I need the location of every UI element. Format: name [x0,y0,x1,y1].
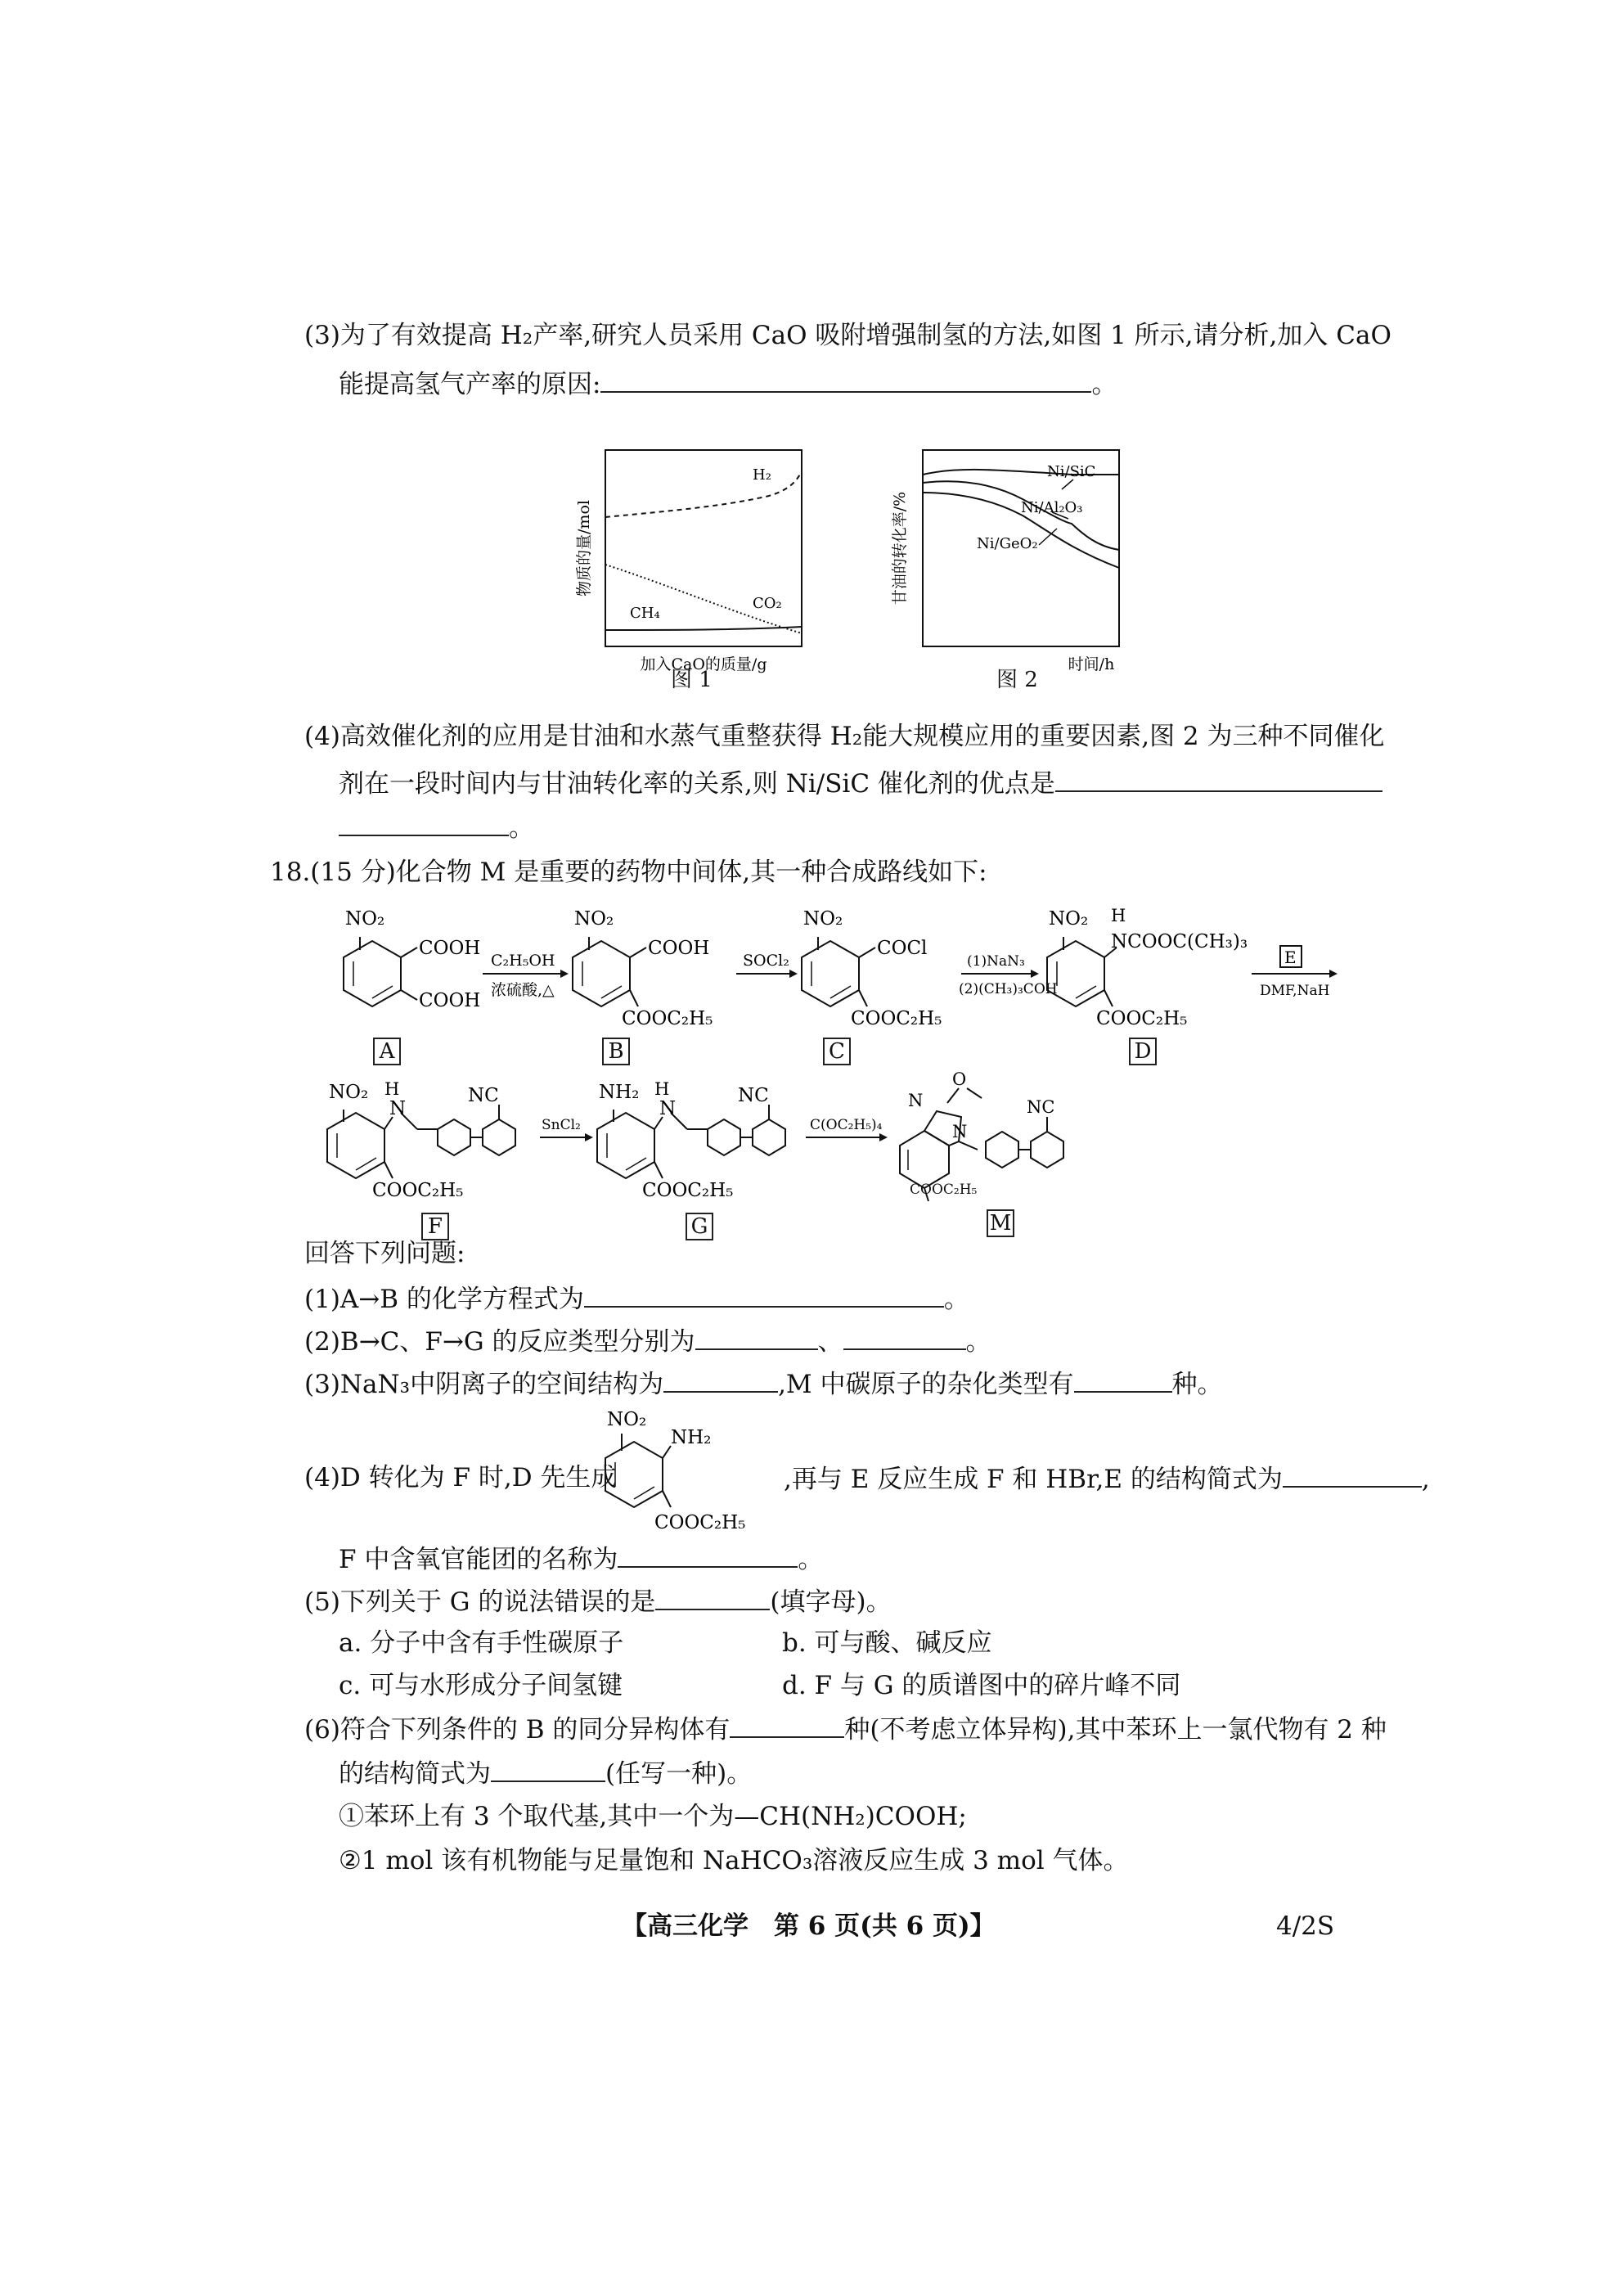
p4-text-b: ,再与 E 反应生成 F 和 HBr,E 的结构简式为 [784,1465,1283,1494]
option-d: d. F 与 G 的质谱图中的碎片峰不同 [782,1671,1181,1700]
q18-stem: 18.(15 分)化合物 M 是重要的药物中间体,其一种合成路线如下: [270,858,987,887]
compound-label-c: C [823,1038,851,1065]
ab-reagent-top: C₂H₅OH [491,952,555,970]
condition-1: ①苯环上有 3 个取代基,其中一个为—CH(NH₂)COOH; [339,1802,967,1831]
p4-c-end: 。 [798,1545,824,1574]
p5-blank[interactable] [655,1584,770,1610]
p4-nh2: NH₂ [671,1427,712,1448]
footer-code: 4/2S [1276,1911,1335,1941]
p5-text: (5)下列关于 G 的说法错误的是 [304,1587,656,1617]
fig1-ch4-label: CH₄ [630,605,660,622]
figure-1 [556,434,818,696]
option-b: b. 可与酸、碱反应 [782,1628,992,1658]
cd-reagent-bottom: (2)(CH₃)₃COH [959,981,1058,997]
de-reagent-box: E [1284,948,1297,967]
fig2-ylabel: 甘油的转化率/% [891,491,909,606]
answer-intro: 回答下列问题: [304,1239,465,1268]
c-cocl: COCl [877,938,928,959]
q4-answer-blank-1[interactable] [1055,766,1382,792]
synthesis-scheme-row-1 [294,892,1350,1203]
fig2-nial2o3-label: Ni/Al₂O₃ [1021,499,1083,516]
f-no2: NO₂ [329,1082,369,1103]
b-cooet: COOC₂H₅ [622,1008,713,1029]
fig2-xlabel: 时间/h [1068,655,1115,673]
option-c: c. 可与水形成分子间氢键 [339,1671,623,1700]
p4-cooet: COOC₂H₅ [654,1512,746,1533]
q4-line2-text: 剂在一段时间内与甘油转化率的关系,则 Ni/SiC 催化剂的优点是 [339,769,1055,799]
q18-part3 [304,1366,1223,1401]
b-cooh: COOH [648,938,710,959]
f-cooet: COOC₂H₅ [372,1180,464,1201]
m-n-top: N [908,1091,924,1110]
compound-label-b: B [602,1038,630,1065]
d-ncooc: NCOOC(CH₃)₃ [1111,931,1248,952]
condition-2: ②1 mol 该有机物能与足量饱和 NaHCO₃溶液反应生成 3 mol 气体。 [339,1846,1129,1875]
q3-line1: (3)为了有效提高 H₂产率,研究人员采用 CaO 吸附增强制氢的方法,如图 1 所示,请分析,加入 CaO [304,321,1391,350]
g-n: N [659,1098,677,1119]
p4-no2: NO₂ [607,1409,647,1430]
d-no2: NO₂ [1049,908,1089,930]
fig1-xlabel: 加入CaO的质量/g [640,655,767,673]
p3-end: 种。 [1171,1370,1223,1399]
g-nh2: NH₂ [599,1082,640,1103]
p3-text: (3)NaN₃中阴离子的空间结构为 [304,1370,664,1399]
q4-line3 [339,810,534,844]
p6-blank-2[interactable] [491,1756,605,1782]
b-no2: NO₂ [574,908,614,930]
m-o: O [952,1069,967,1089]
q18-part2 [304,1324,991,1358]
fig2-caption: 图 2 [996,668,1038,692]
fig1-co2-label: CO₂ [753,595,782,612]
q4-answer-blank-2[interactable] [339,810,509,836]
q18-part6-c [339,1756,752,1790]
a-cooh-top: COOH [419,938,481,959]
p2-text: (2)B→C、F→G 的反应类型分别为 [304,1327,695,1357]
d-h: H [1111,906,1126,925]
q4-line1: (4)高效催化剂的应用是甘油和水蒸气重整获得 H₂能大规模应用的重要因素,图 2 为三种不同催化 [304,722,1385,751]
p2-end: 。 [965,1327,991,1357]
p4-text-a: (4)D 转化为 F 时,D 先生成 [304,1463,617,1492]
p2-blank-1[interactable] [695,1324,818,1350]
a-cooh-bottom: COOH [419,990,481,1011]
p2-blank-2[interactable] [843,1324,966,1350]
p3-blank-2[interactable] [1074,1366,1172,1393]
g-h: H [654,1079,670,1099]
p3-blank-1[interactable] [663,1366,778,1393]
p6-text-b: 种(不考虑立体异构),其中苯环上一氯代物有 2 种 [844,1715,1387,1745]
q18-part4-c [339,1542,823,1576]
f-h: H [384,1079,400,1099]
q18-part6-a [304,1712,1387,1746]
p4-blank-e[interactable] [1283,1461,1422,1488]
q4-line3-suffix: 。 [509,813,534,843]
f-n: N [389,1098,407,1119]
cd-reagent-top: (1)NaN₃ [967,953,1025,970]
compound-label-f: F [421,1213,449,1240]
p6-text-a: (6)符合下列条件的 B 的同分异构体有 [304,1715,731,1745]
m-cooet: COOC₂H₅ [910,1182,978,1198]
m-nc: NC [1027,1097,1055,1117]
c-no2: NO₂ [803,908,843,930]
fig1-h2-label: H₂ [753,466,771,484]
fig2-nigeo2-label: Ni/GeO₂ [977,535,1038,552]
p1-text: (1)A→B 的化学方程式为 [304,1285,584,1314]
q18-part1 [304,1281,969,1316]
p1-blank[interactable] [584,1281,944,1308]
q4-line2 [339,766,1382,800]
p4-structure [589,1401,769,1540]
fig1-ylabel: 物质的量/mol [575,500,593,597]
option-a: a. 分子中含有手性碳原子 [339,1628,624,1658]
q3-line2-suffix: 。 [1091,370,1117,399]
p4-text-c: F 中含氧官能团的名称为 [339,1545,618,1574]
q3-line2-prefix: 能提高氢气产率的原因: [339,370,601,399]
p6-blank-1[interactable] [730,1712,844,1738]
footer-page-info: 【高三化学 第 6 页(共 6 页)】 [622,1911,996,1941]
q3-line2 [339,367,1117,401]
gm-reagent: C(OC₂H₅)₄ [810,1117,883,1133]
q18-part5 [304,1584,892,1618]
p5-end: (填字母)。 [770,1587,892,1617]
fig1-caption: 图 1 [671,668,713,692]
compound-label-g: G [686,1213,713,1240]
de-reagent-bottom: DMF,NaH [1260,983,1330,999]
p6-text-c: 的结构简式为 [339,1759,491,1789]
q18-part4-b [784,1461,1430,1496]
m-n-ring: N [952,1122,968,1141]
ab-reagent-bottom: 浓硫酸,△ [491,981,555,999]
p1-end: 。 [943,1285,969,1314]
compound-label-d: D [1129,1038,1157,1065]
fig2-nisic-label: Ni/SiC [1047,463,1096,480]
g-cooet: COOC₂H₅ [642,1180,734,1201]
figure-2 [883,434,1145,696]
bc-reagent: SOCl₂ [743,952,789,970]
p3-mid: ,M 中碳原子的杂化类型有 [778,1370,1074,1399]
a-no2: NO₂ [345,908,385,930]
fg-reagent: SnCl₂ [542,1117,581,1133]
p4-blank-f[interactable] [618,1542,798,1568]
compound-label-m: M [987,1209,1014,1237]
p4-b-end: , [1421,1465,1430,1494]
compound-label-a: A [373,1038,401,1065]
q3-answer-blank[interactable] [600,367,1091,393]
p6-c-end: (任写一种)。 [605,1759,753,1789]
p2-mid: 、 [817,1327,843,1357]
f-nc: NC [468,1085,499,1106]
c-cooet: COOC₂H₅ [851,1008,942,1029]
g-nc: NC [738,1085,769,1106]
d-cooet: COOC₂H₅ [1096,1008,1188,1029]
